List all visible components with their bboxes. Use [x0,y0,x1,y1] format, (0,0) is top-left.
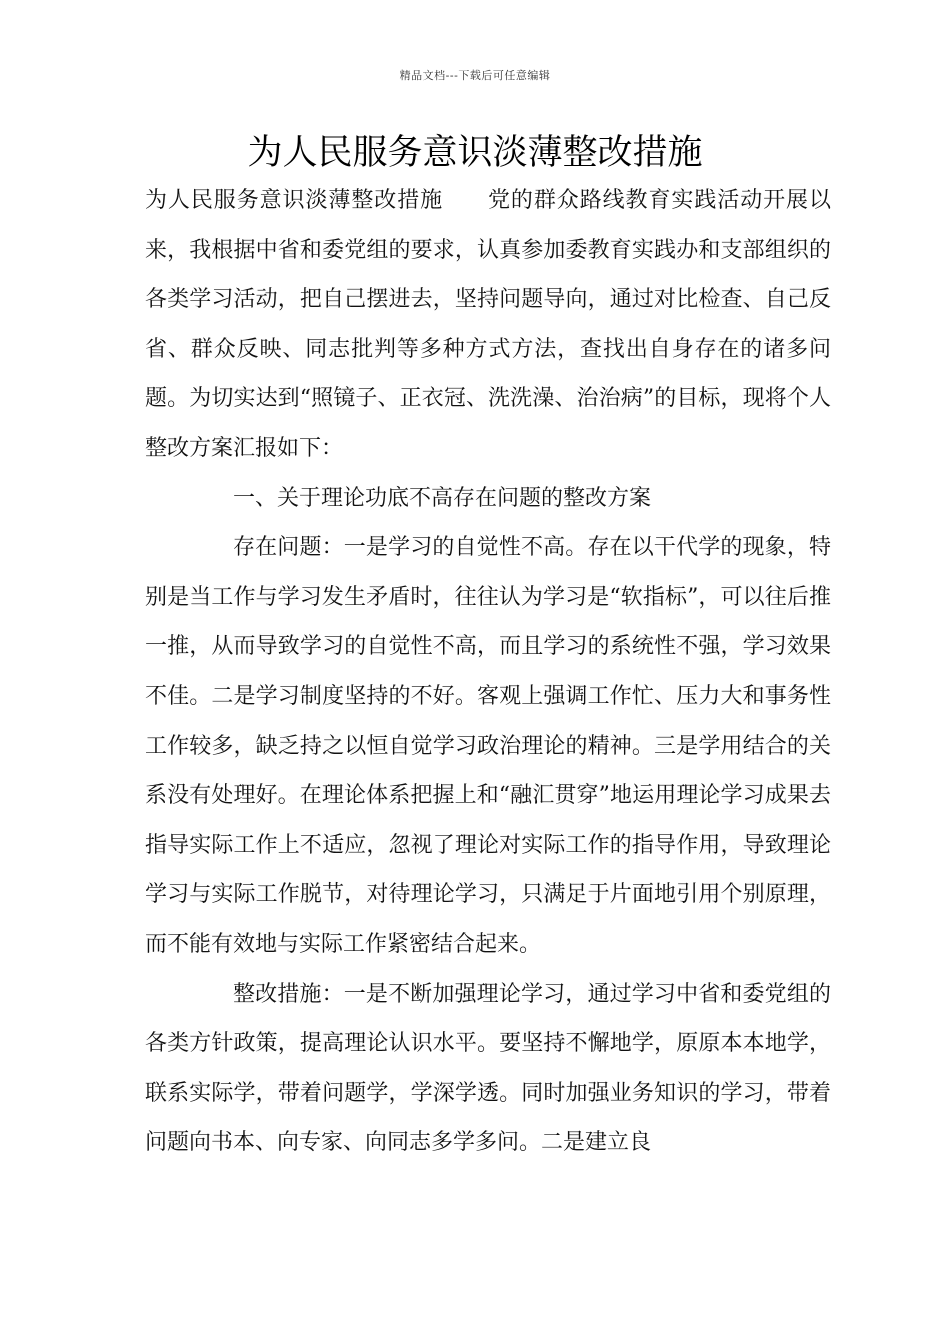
section-heading: 一、关于理论功底不高存在问题的整改方案 [233,485,652,511]
header-note: 精品文档---下载后可任意编辑 [399,69,551,82]
problems-paragraph: 存在问题：一是学习的自觉性不高。存在以干代学的现象，特别是当工作与学习发生矛盾时，往往认为学习是“软指标”，可以往后推一推，从而导致学习的自觉性不高，而且学习的系统性不强，学习效果不佳。二是学习制度坚持的不好。客观上强调工作忙、压力大和事务性工作较多，缺乏持之以恒自觉学习政治理论的精神。三是学用结合的关系没有处理好。在理论体系把握上和“融汇贯穿”地运用理论学习成果去指导实际工作上不适应，忽视了理论对实际工作的指导作用，导致理论学习与实际工作脱节，对待理论学习，只满足于片面地引用个别原理，而不能有效地与实际工作紧密结合起来。 [145,535,831,957]
intro-paragraph [145,176,831,474]
document-title: 为人民服务意识淡薄整改措施 [247,133,703,173]
document-body [145,176,831,1168]
intro-text: 党的群众路线教育实践活动开展以来，我根据中省和委党组的要求，认真参加委教育实践办和支部组织的各类学习活动，把自己摆进去，坚持问题导向，通过对比检查、自己反省、群众反映、同志批判等多种方式方法，查找出自身存在的诸多问题。为切实达到“照镜子、正衣冠、洗洗澡、治治病”的目标，现将个人整改方案汇报如下： [145,188,831,461]
inline-title: 为人民服务意识淡薄整改措施 [145,188,444,213]
measures-paragraph: 整改措施：一是不断加强理论学习，通过学习中省和委党组的各类方针政策，提高理论认识水平。要坚持不懈地学，原原本本地学，联系实际学，带着问题学，学深学透。同时加强业务知识的学习，带着问题向书本、向专家、向同志多学多问。二是建立良 [145,981,831,1156]
